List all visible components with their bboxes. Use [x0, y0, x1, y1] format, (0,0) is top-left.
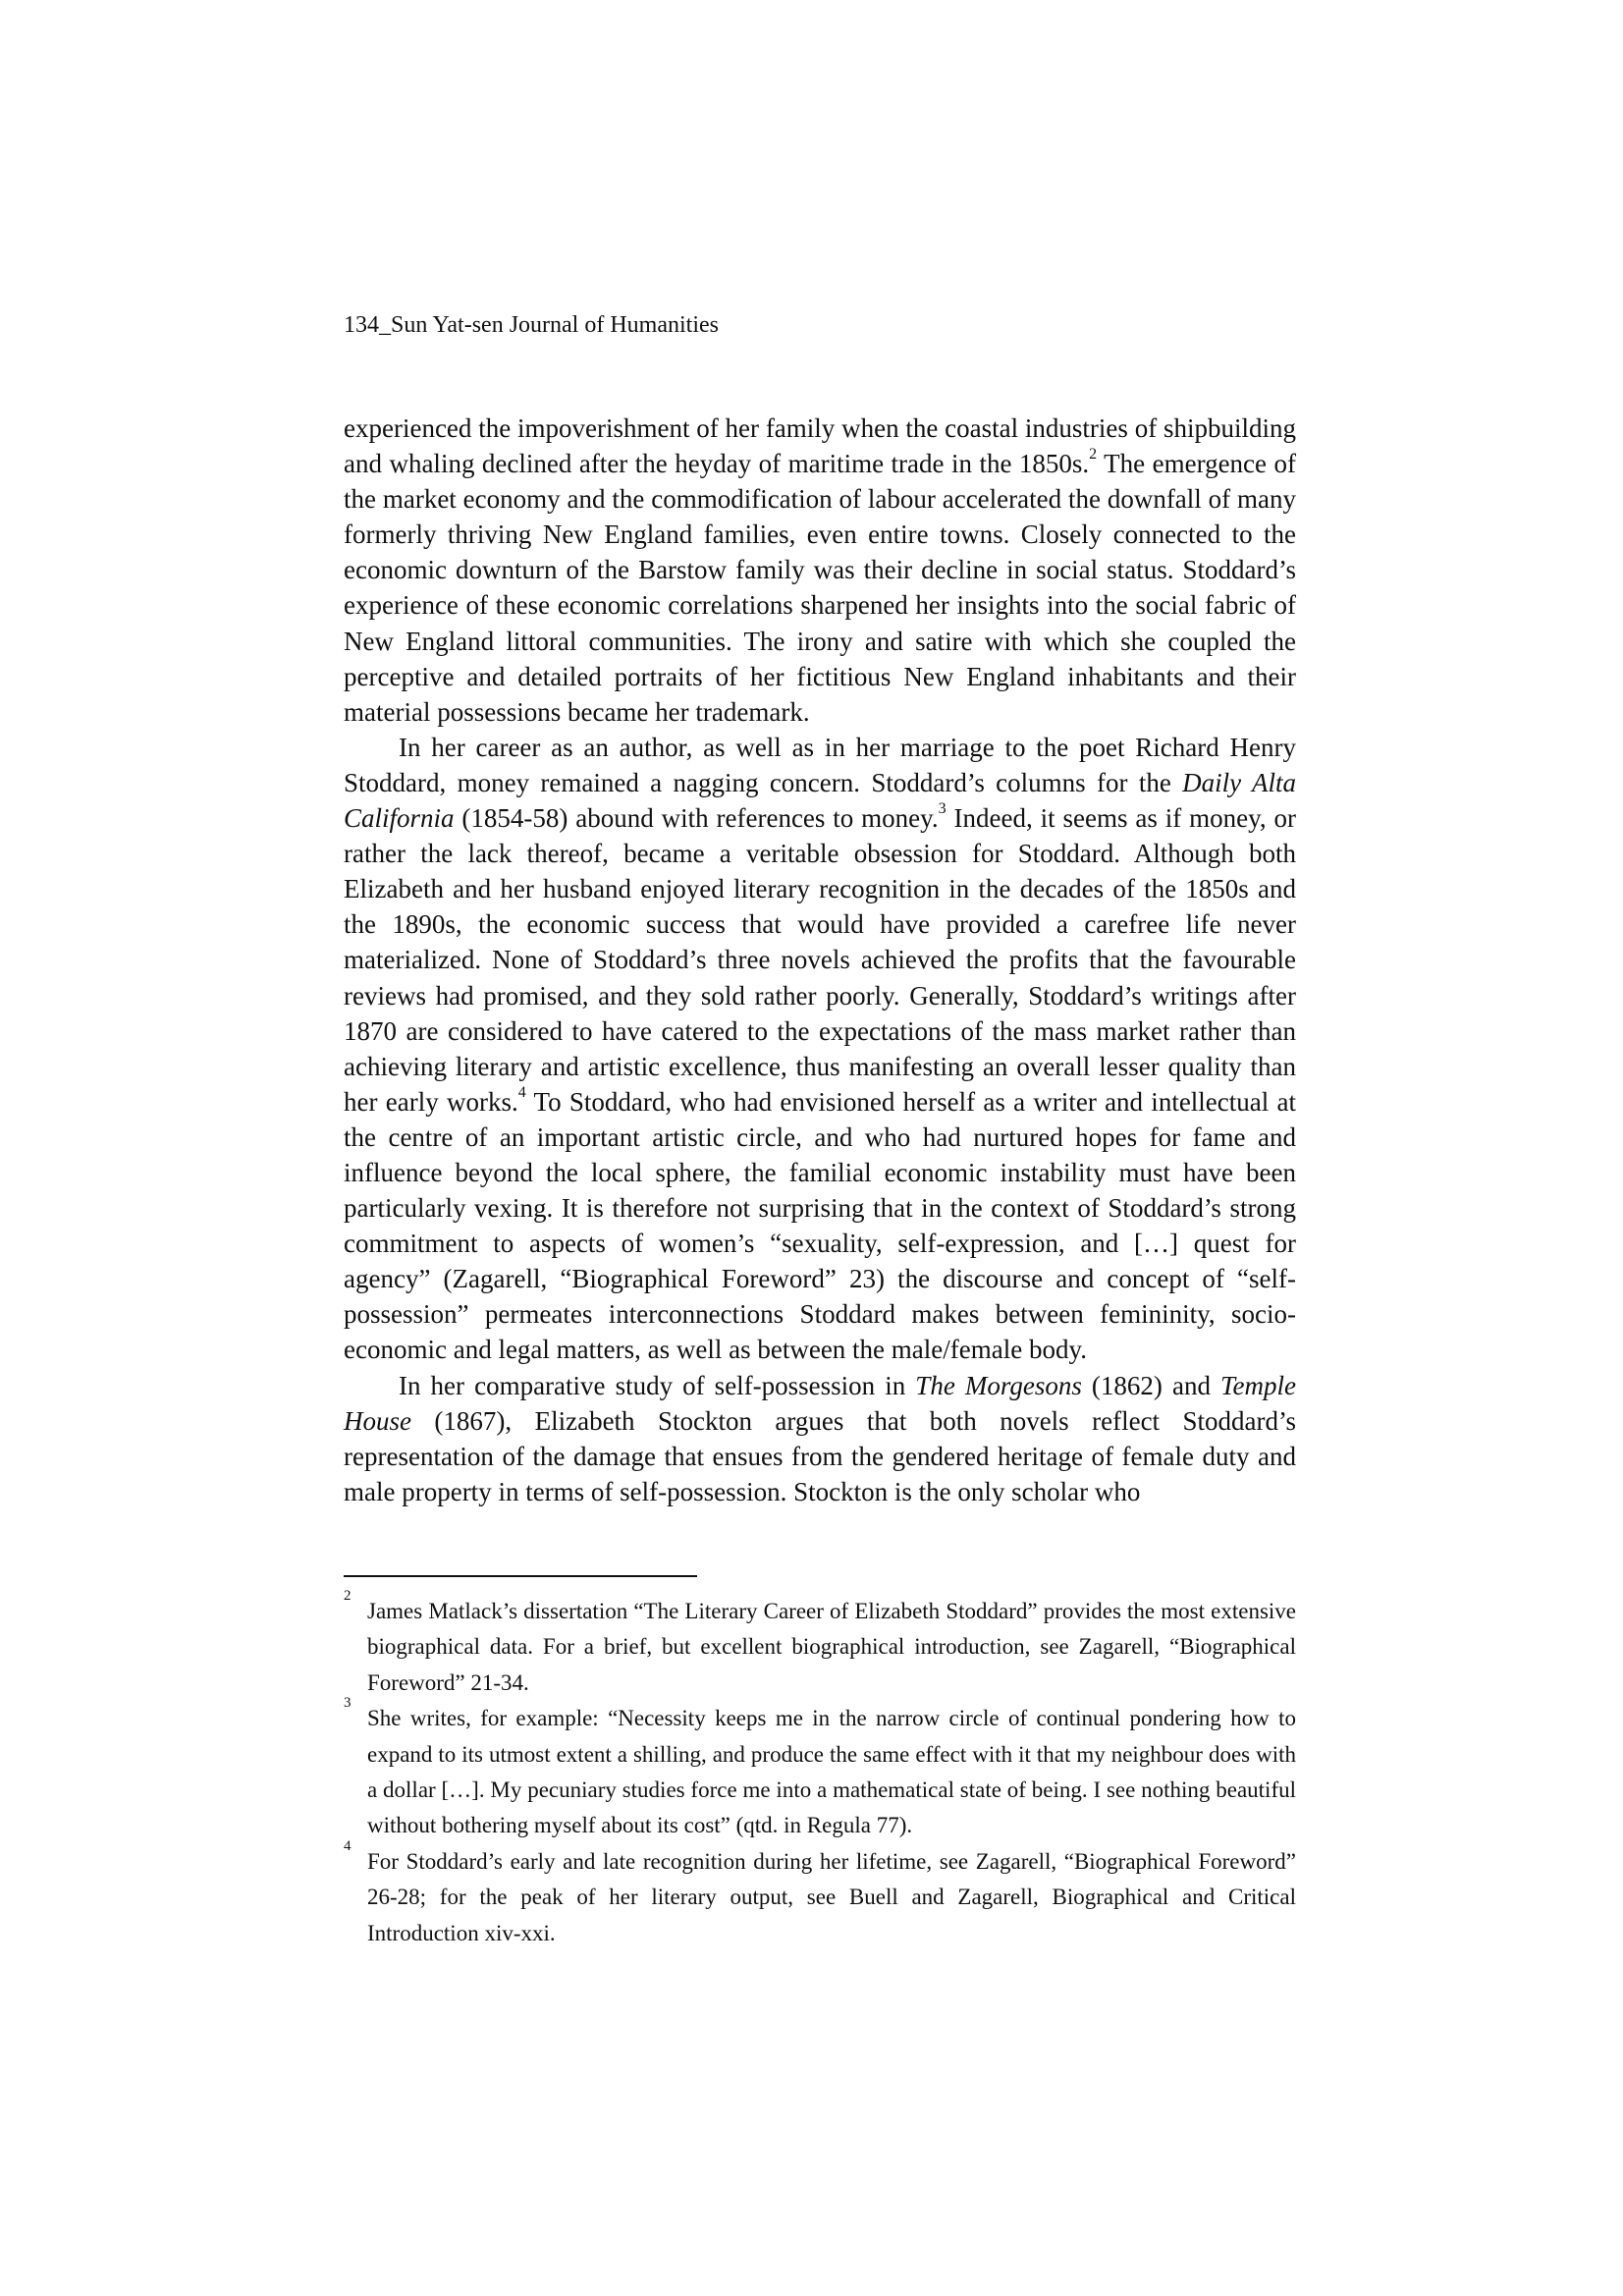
text-segment: (1867), Elizabeth Stockton argues that both novels reflect Stoddard’s representation of the damage that ensues from the gendered heritage of female duty and male property in terms of self-possession. Stockton is the only scholar who — [344, 1405, 1296, 1506]
footnote-text: For Stoddard’s early and late recognition during her lifetime, see Zagarell, “Biographical Foreword” 26-28; for the peak of her literary output, see Buell and Zagarell, Biographical and Critical Introduction xiv-xxi. — [367, 1848, 1296, 1945]
footnotes — [344, 1588, 1296, 1951]
footnote-2 — [344, 1588, 1296, 1701]
footnote-mark: 4 — [344, 1837, 352, 1854]
text-segment: To Stoddard, who had envisioned herself as a writer and intellectual at the centre of an important artistic circle, and who had nurtured hopes for fame and influence beyond the local sphere, the familial economic instability must have been particularly vexing. It is therefore not surprising that in the context of Stoddard’s strong commitment to aspects of women’s “sexuality, self-expression, and […] quest for agency” (Zagarell, “Biographical Foreword” 23) the discourse and concept of “self-possession” permeates interconnections Stoddard makes between femininity, socio-economic and legal matters, as well as between the male/female body. — [344, 1086, 1297, 1365]
italic-title: The Morgesons — [915, 1370, 1082, 1400]
italic-title: Temple House — [344, 1370, 1297, 1436]
text-segment: (1854-58) abound with references to money. — [454, 803, 939, 834]
footnote-separator — [344, 1575, 697, 1577]
running-head: 134_Sun Yat-sen Journal of Humanities — [344, 312, 719, 338]
italic-title: Daily Alta California — [344, 767, 1296, 834]
paragraph-3 — [344, 1368, 1296, 1509]
text-segment: The emergence of the market economy and the commodification of labour accelerated the downfall of many formerly thriving New England families, even entire towns. Closely connected to the economic downturn of the Barstow family was their decline in social status. Stoddard’s experience of these economic correlations sharpened her insights into the social fabric of New England littoral communities. The irony and satire with which she coupled the perceptive and detailed portraits of her fictitious New England inhabitants and their material possessions became her trademark. — [344, 449, 1296, 727]
footnote-ref-4: 4 — [517, 1083, 526, 1101]
text-segment: In her career as an author, as well as in her marriage to the poet Richard Henry Stoddard, money remained a nagging concern. Stoddard’s columns for the — [344, 732, 1296, 797]
footnote-4 — [344, 1837, 1296, 1951]
footnote-mark: 3 — [344, 1695, 352, 1712]
footnote-ref-3: 3 — [938, 800, 947, 818]
paragraph-2 — [344, 730, 1296, 1368]
footnote-ref-2: 2 — [1089, 446, 1098, 464]
text-segment: (1862) and — [1081, 1370, 1220, 1400]
footnote-text: She writes, for example: “Necessity keeps me in the narrow circle of continual pondering how to expand to its utmost extent a shilling, and produce the same effect with it that my neighbour does with a dollar […]. My pecuniary studies force me into a mathematical state of being. I see nothing beautiful without bothering myself about its cost” (qtd. in Regula 77). — [367, 1706, 1296, 1838]
text-segment: experienced the impoverishment of her family when the coastal industries of shipbuilding and whaling declined after the heyday of maritime trade in the 1850s. — [344, 413, 1296, 479]
body-text — [344, 410, 1296, 1509]
footnote-text: James Matlack’s dissertation “The Literary Career of Elizabeth Stoddard” provides the most extensive biographical data. For a brief, but excellent biographical introduction, see Zagarell, “Biographical Foreword” 21-34. — [367, 1599, 1296, 1695]
footnote-3 — [344, 1695, 1296, 1844]
paragraph-1 — [344, 410, 1296, 730]
text-segment: In her comparative study of self-possession in — [399, 1370, 916, 1400]
footnote-mark: 2 — [344, 1588, 352, 1604]
text-segment: Indeed, it seems as if money, or rather the lack thereof, became a veritable obsession for Stoddard. Although both Elizabeth and her husband enjoyed literary recognition in the decades of the 1850s and the 1890s, the economic success that would have provided a carefree life never materialized. None of Stoddard’s three novels achieved the profits that the favourable reviews had promised, and they sold rather poorly. Generally, Stoddard’s writings after 1870 are considered to have catered to the expectations of the mass market rather than achieving literary and artistic excellence, thus manifesting an overall lesser quality than her early works. — [344, 803, 1297, 1117]
